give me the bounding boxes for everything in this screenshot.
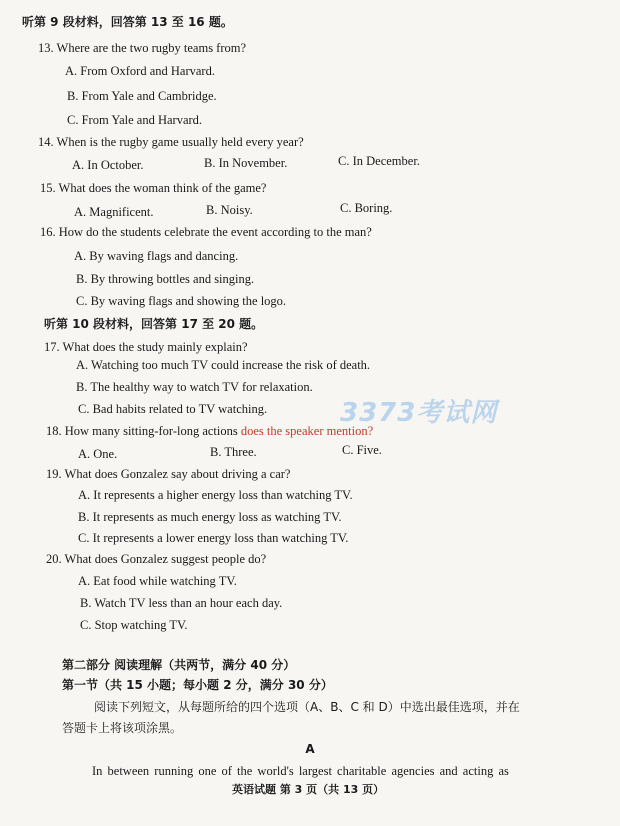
question-17-option-a: A. Watching too much TV could increase the risk of death. xyxy=(76,358,371,372)
question-18-option-c: C. Five. xyxy=(342,443,382,457)
question-15-option-a: A. Magnificent. xyxy=(74,205,154,219)
question-17-stem: 17. What does the study mainly explain? xyxy=(44,340,248,354)
passage-first-line: In between running one of the world's largest charitable agencies and acting as xyxy=(92,764,509,778)
question-18-stem-highlight: does the speaker mention? xyxy=(240,424,374,438)
question-20-option-c: C. Stop watching TV. xyxy=(80,618,188,632)
question-18-stem-start: 18. How many sitting-for-long actions xyxy=(46,424,241,438)
question-16-stem: 16. How do the students celebrate the event according to the man? xyxy=(40,225,372,239)
question-13-stem: 13. Where are the two rugby teams from? xyxy=(38,41,247,55)
question-20-option-b: B. Watch TV less than an hour each day. xyxy=(80,596,283,610)
watermark-logo: 3373考试网 xyxy=(340,398,498,428)
question-15-stem: 15. What does the woman think of the game? xyxy=(40,181,267,195)
question-15-option-b: B. Noisy. xyxy=(206,203,253,217)
question-18-option-b: B. Three. xyxy=(210,445,257,459)
question-19-option-a: A. It represents a higher energy loss than watching TV. xyxy=(78,488,353,502)
question-13-option-c: C. From Yale and Harvard. xyxy=(67,113,203,127)
question-17-option-b: B. The healthy way to watch TV for relaxation. xyxy=(76,380,313,394)
question-18-stem xyxy=(46,423,373,439)
question-16-option-a: A. By waving flags and dancing. xyxy=(74,249,239,263)
question-14-option-c: C. In December. xyxy=(338,154,420,168)
question-20-stem: 20. What does Gonzalez suggest people do? xyxy=(46,552,267,566)
question-19-stem: 19. What does Gonzalez say about driving a car? xyxy=(46,467,291,481)
question-18-option-a: A. One. xyxy=(78,447,118,461)
question-19-option-b: B. It represents as much energy loss as watching TV. xyxy=(78,510,342,524)
part-2-header: 第二部分 阅读理解（共两节，满分 40 分） xyxy=(62,658,296,672)
section-9-header: 听第 9 段材料，回答第 13 至 16 题。 xyxy=(22,15,233,29)
question-13-option-a: A. From Oxford and Harvard. xyxy=(65,64,215,78)
page-footer: 英语试题 第 3 页（共 13 页） xyxy=(232,783,385,796)
question-19-option-c: C. It represents a lower energy loss than watching TV. xyxy=(78,531,349,545)
question-16-option-c: C. By waving flags and showing the logo. xyxy=(76,294,287,308)
passage-label: A xyxy=(305,742,315,756)
question-14-option-a: A. In October. xyxy=(72,158,144,172)
question-14-stem: 14. When is the rugby game usually held every year? xyxy=(38,135,304,149)
question-15-option-c: C. Boring. xyxy=(340,201,393,215)
question-17-option-c: C. Bad habits related to TV watching. xyxy=(78,402,268,416)
question-14-option-b: B. In November. xyxy=(204,156,288,170)
part-2-section-1-header: 第一节（共 15 小题；每小题 2 分，满分 30 分） xyxy=(62,678,333,692)
instructions-line-2: 答题卡上将该项涂黑。 xyxy=(62,721,183,735)
question-16-option-b: B. By throwing bottles and singing. xyxy=(76,272,255,286)
question-13-option-b: B. From Yale and Cambridge. xyxy=(67,89,217,103)
section-10-header: 听第 10 段材料，回答第 17 至 20 题。 xyxy=(44,317,264,331)
instructions-line-1: 阅读下列短文，从每题所给的四个选项（A、B、C 和 D）中选出最佳选项，并在 xyxy=(94,700,520,714)
question-20-option-a: A. Eat food while watching TV. xyxy=(78,574,237,588)
